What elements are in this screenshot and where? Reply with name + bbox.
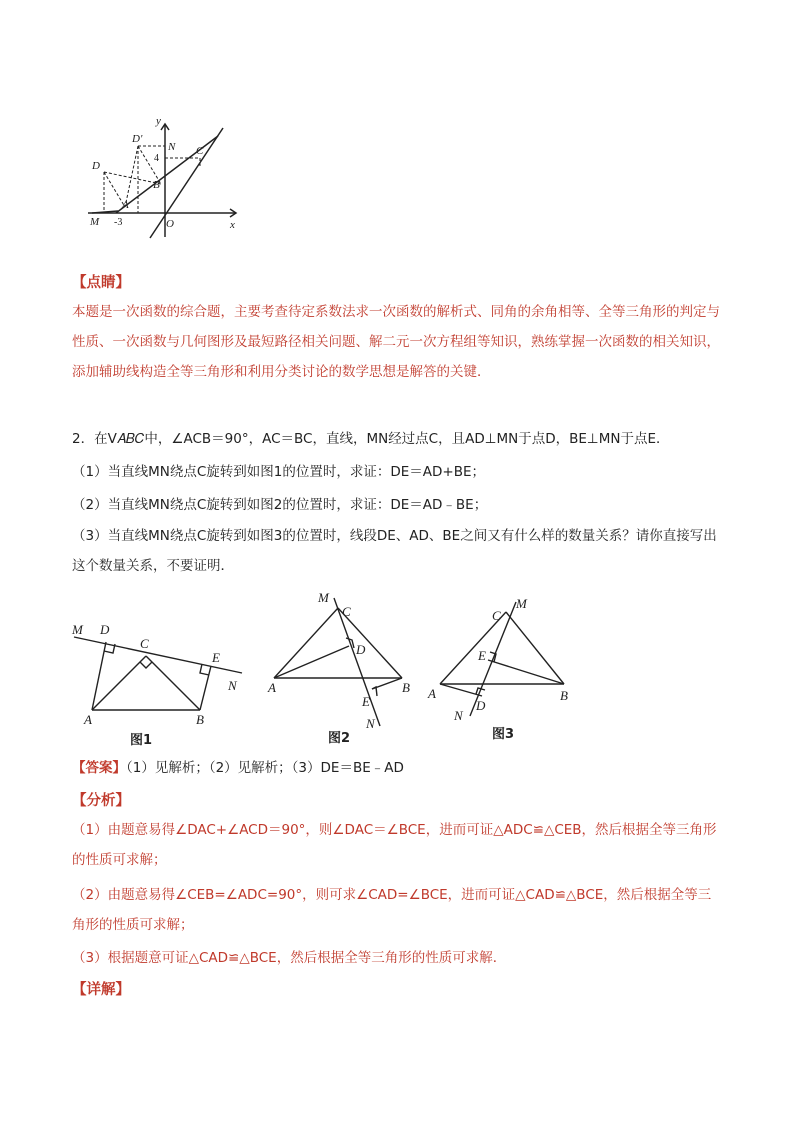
- fig2-label-a: A: [268, 680, 276, 695]
- fig2-label-c: C: [342, 604, 351, 619]
- fig2-label-d: D: [356, 642, 366, 657]
- fig1-label-d: D: [100, 622, 110, 637]
- fig1-label-a: A: [84, 712, 92, 727]
- fig3-label-c: C: [492, 608, 501, 623]
- fig3-caption: 图3: [492, 727, 515, 742]
- point-label-c: C: [196, 145, 204, 157]
- fig3-label-m: M: [516, 596, 527, 611]
- point-label-m: M: [90, 216, 100, 228]
- figure-2: [262, 586, 422, 746]
- answer-line: [72, 753, 724, 783]
- fig2-label-e: E: [362, 694, 370, 709]
- coordinate-figure: [78, 112, 248, 242]
- fig2-caption: 图2: [328, 731, 351, 746]
- fig1-label-c: C: [140, 636, 149, 651]
- fig2-label-b: B: [402, 680, 410, 695]
- analysis-p3: （3）根据题意可证△CAD≌△BCE，然后根据全等三角形的性质可求解．: [72, 950, 507, 966]
- fig1-label-b: B: [196, 712, 204, 727]
- fig3-label-e: E: [478, 648, 486, 663]
- answer-text: （1）见解析；（2）见解析；（3）DE＝BE﹣AD: [126, 760, 404, 776]
- figure-1: [68, 612, 248, 747]
- tick-label-minus3: -3: [114, 217, 123, 228]
- fig2-label-n: N: [366, 716, 375, 731]
- fig1-label-e: E: [212, 650, 220, 665]
- problem-stem: 2．在V𝐴𝐵𝐶中，∠ACB＝90°，AC＝BC，直线，MN经过点C，且AD⊥MN于点D，BE⊥MN于点E．: [72, 431, 670, 447]
- analysis-p1: （1）由题意易得∠DAC+∠ACD＝90°，则∠DAC＝∠BCE，进而可证△ADC≌△CEB，然后根据全等三角形的性质可求解；: [72, 822, 717, 868]
- problem-q3: （3）当直线MN绕点C旋转到如图3的位置时，线段DE、AD、BE之间又有什么样的数量关系？请你直接写出这个数量关系，不要证明．: [72, 528, 717, 574]
- problem-q1: （1）当直线MN绕点C旋转到如图1的位置时，求证：DE＝AD+BE；: [72, 464, 486, 480]
- fig2-label-m: M: [318, 590, 329, 605]
- point-label-n: N: [168, 141, 176, 153]
- fig3-label-n: N: [454, 708, 463, 723]
- figure-3: [424, 594, 584, 744]
- fig3-label-b: B: [560, 688, 568, 703]
- axis-label-x: x: [230, 219, 235, 231]
- point-label-b: B: [153, 179, 160, 191]
- problem-q2: （2）当直线MN绕点C旋转到如图2的位置时，求证：DE＝AD﹣BE；: [72, 497, 488, 513]
- fig3-label-a: A: [428, 686, 436, 701]
- dianjing-tag: 【点睛】: [72, 275, 130, 291]
- axis-label-y: y: [156, 115, 161, 127]
- detail-tag: 【详解】: [72, 982, 130, 998]
- fig1-label-m: M: [72, 622, 83, 637]
- fig3-label-d: D: [476, 698, 486, 713]
- fig1-caption: 图1: [130, 733, 153, 747]
- point-label-d: D: [92, 160, 100, 172]
- point-label-d-prime: D': [132, 133, 143, 145]
- analysis-tag: 【分析】: [72, 793, 130, 809]
- fig1-label-n: N: [228, 678, 237, 693]
- analysis-p2: （2）由题意易得∠CEB=∠ADC=90°，则可求∠CAD=∠BCE，进而可证△CAD≌△BCE，然后根据全等三角形的性质可求解；: [72, 887, 712, 933]
- dianjing-text: 本题是一次函数的综合题，主要考查待定系数法求一次函数的解析式、同角的余角相等、全等三角形的判定与性质、一次函数与几何图形及最短路径相关问题、解二元一次方程组等知识，熟练掌握一次函数的相关知识，添加辅助线构造全等三角形和利用分类讨论的数学思想是解答的关键．: [72, 304, 720, 380]
- point-label-a: A: [122, 199, 129, 211]
- answer-tag: 【答案】: [72, 760, 126, 776]
- tick-label-4: 4: [154, 153, 159, 164]
- point-label-o: O: [166, 218, 174, 230]
